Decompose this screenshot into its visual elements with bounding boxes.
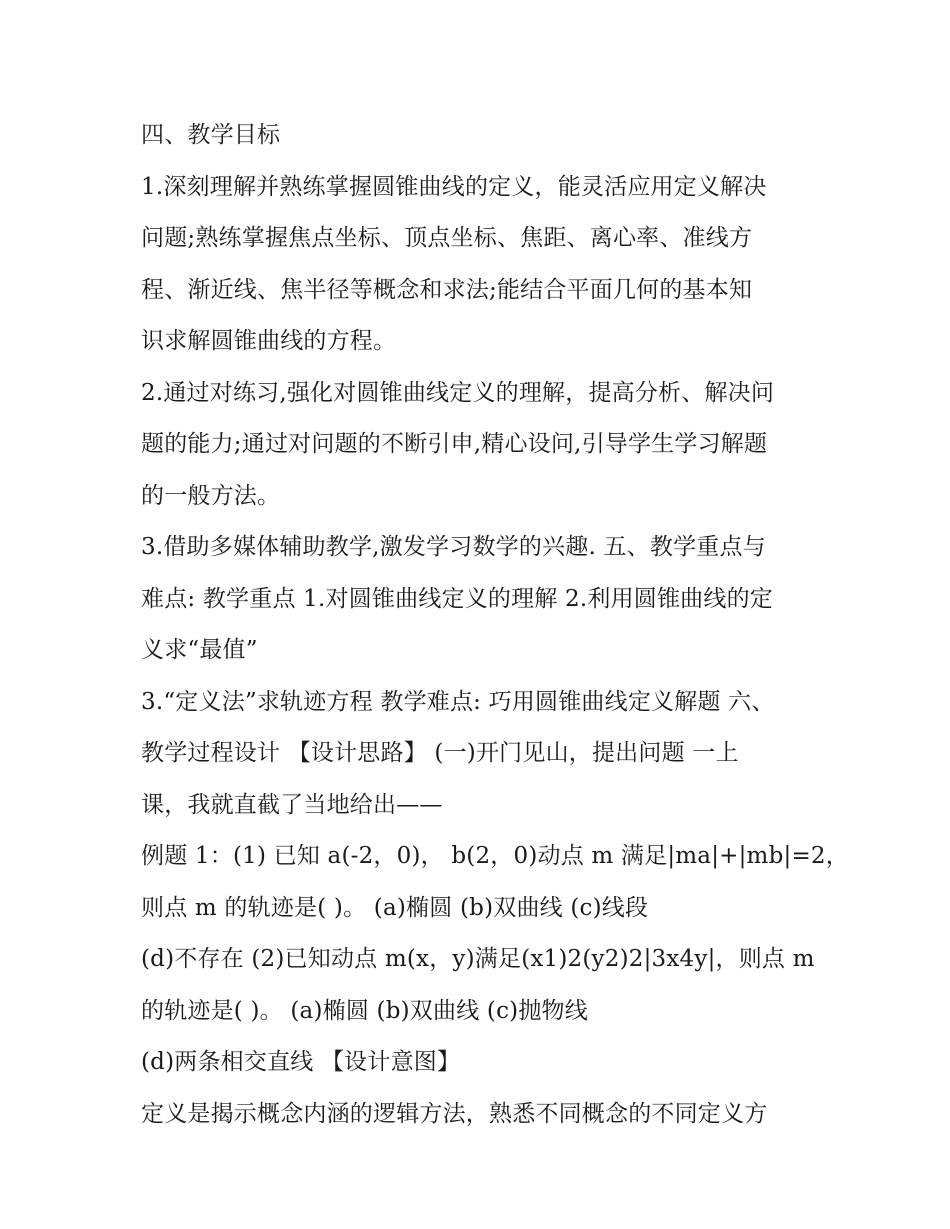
text-line: 2.通过对练习,强化对圆锥曲线定义的理解，提高分析、解决问 (141, 379, 775, 406)
text-line: 难点: 教学重点 1.对圆锥曲线定义的理解 2.利用圆锥曲线的定 (141, 585, 773, 612)
text-line: 义求“最值” (141, 637, 258, 663)
text-line: (d)两条相交直线 【设计意图】 (141, 1049, 461, 1075)
text-line: 3.借助多媒体辅助教学,激发学习数学的兴趣. 五、教学重点与 (141, 534, 766, 560)
text-line: 识求解圆锥曲线的方程。 (141, 328, 397, 354)
text-line: 课，我就直截了当地给出—— (141, 791, 443, 818)
text-line: 例题 1：(1) 已知 a(-2，0)， b(2，0)动点 m 满足|ma|+|mb|=2， (141, 843, 849, 869)
text-line: 1.深刻理解并熟练掌握圆锥曲线的定义，能灵活应用定义解决 (141, 173, 767, 200)
text-line: 问题;熟练掌握焦点坐标、顶点坐标、焦距、离心率、准线方 (141, 225, 753, 251)
document-body (141, 110, 849, 1140)
text-line: 的轨迹是( )。 (a)椭圆 (b)双曲线 (c)抛物线 (141, 997, 588, 1024)
text-line: 程、渐近线、焦半径等概念和求法;能结合平面几何的基本知 (141, 276, 753, 303)
text-line: 定义是揭示概念内涵的逻辑方法，熟悉不同概念的不同定义方 (141, 1100, 768, 1127)
text-line: 教学过程设计 【设计思路】 (一)开门见山，提出问题 一上 (141, 740, 739, 766)
text-line: 的一般方法。 (141, 482, 281, 509)
section-heading: 四、教学目标 (141, 122, 281, 148)
text-line: 则点 m 的轨迹是( )。 (a)椭圆 (b)双曲线 (c)线段 (141, 894, 649, 921)
text-line: (d)不存在 (2)已知动点 m(x，y)满足(x1)2(y2)2|3x4y|，则点 m (141, 946, 815, 972)
text-line: 3.“定义法”求轨迹方程 教学难点: 巧用圆锥曲线定义解题 六、 (141, 688, 775, 715)
text-line: 题的能力;通过对问题的不断引申,精心设问,引导学生学习解题 (141, 431, 768, 457)
